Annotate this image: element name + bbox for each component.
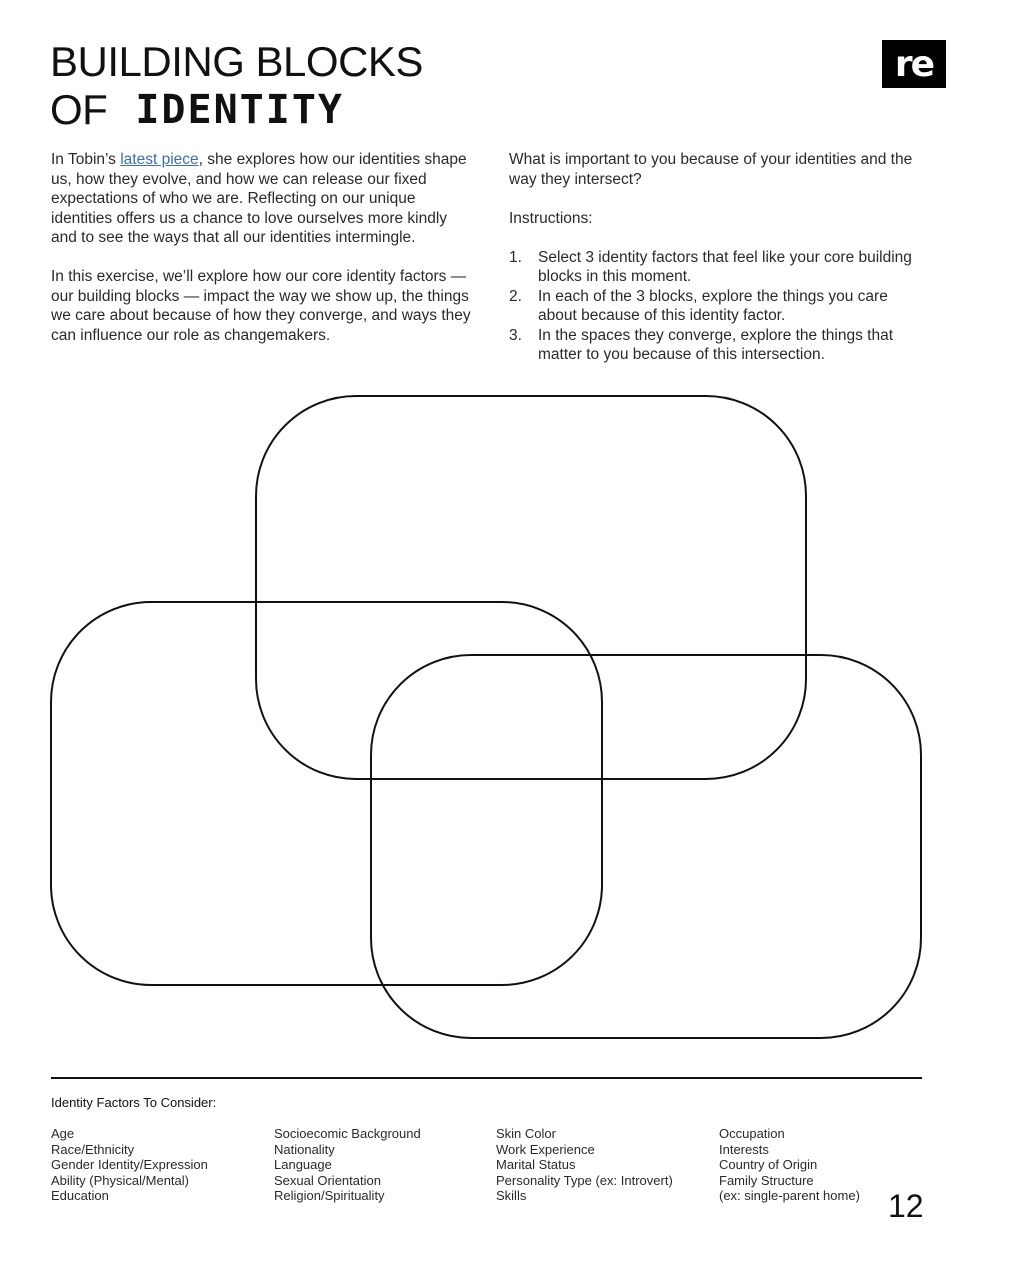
intro-paragraph-2: In this exercise, we’ll explore how our core identity factors — our building blocks — impact the way we show up, the things we care about because of how they converge, and ways they can influence our role as changemakers.	[51, 268, 471, 344]
factor-item: Personality Type (ex: Introvert)	[496, 1172, 673, 1188]
factor-item: Education	[51, 1188, 109, 1204]
factor-item: Religion/Spirituality	[274, 1188, 385, 1204]
step-number: 1.	[509, 248, 522, 266]
factors-column-4	[719, 1126, 860, 1204]
factor-item: Interests	[719, 1141, 769, 1157]
identity-block-right[interactable]	[371, 655, 921, 1038]
factors-column-1	[51, 1126, 208, 1204]
question-text: What is important to you because of your identities and the way they intersect?	[509, 151, 913, 188]
factor-item: Occupation	[719, 1126, 785, 1141]
factors-column-2	[274, 1126, 421, 1204]
factor-item: Skin Color	[496, 1126, 556, 1141]
divider	[51, 1077, 922, 1079]
factor-item: (ex: single-parent home)	[719, 1188, 860, 1204]
factor-item: Language	[274, 1157, 332, 1173]
factor-item: Race/Ethnicity	[51, 1141, 135, 1157]
factors-heading: Identity Factors To Consider:	[51, 1095, 217, 1110]
factors-column-3	[496, 1126, 673, 1204]
intro-suffix: , she explores how our identities shape us, how they evolve, and how we can release our fixed expectations of who we are. Reflecting on our unique identities offers us a chance to love ourselves more kindly and to see the ways that all our identities intermingle.	[51, 151, 467, 246]
factor-item: Age	[51, 1126, 75, 1141]
factor-item: Socioecomic Background	[274, 1126, 421, 1141]
factor-item: Ability (Physical/Mental)	[51, 1172, 189, 1188]
identity-block-top[interactable]	[256, 396, 806, 779]
factor-item: Sexual Orientation	[274, 1172, 381, 1188]
factor-item: Work Experience	[496, 1141, 595, 1157]
factor-item: Marital Status	[496, 1157, 576, 1173]
factor-item: Gender Identity/Expression	[51, 1157, 208, 1173]
title-identity: IDENTITY	[135, 87, 344, 133]
instructions-heading: Instructions:	[509, 209, 593, 227]
identity-block-left[interactable]	[51, 602, 602, 985]
title-of: OF	[50, 86, 108, 133]
factor-item: Country of Origin	[719, 1157, 818, 1173]
step-text: Select 3 identity factors that feel like your core building blocks in this moment.	[538, 248, 912, 285]
step-text: In the spaces they converge, explore the things that matter to you because of this intersection.	[538, 326, 894, 363]
step-number: 2.	[509, 287, 522, 305]
intro-prefix: In Tobin’s	[51, 151, 121, 168]
step-text: In each of the 3 blocks, explore the things you care about because of this identity factor.	[538, 287, 888, 324]
factor-item: Family Structure	[719, 1172, 814, 1188]
step-number: 3.	[509, 326, 522, 344]
factor-item: Nationality	[274, 1141, 335, 1157]
page-number: 12	[888, 1188, 924, 1224]
brand-logo: re	[882, 40, 946, 88]
latest-piece-link[interactable]: latest piece	[120, 151, 199, 168]
factor-item: Skills	[496, 1188, 527, 1204]
title-line-1: BUILDING BLOCKS	[50, 38, 423, 85]
